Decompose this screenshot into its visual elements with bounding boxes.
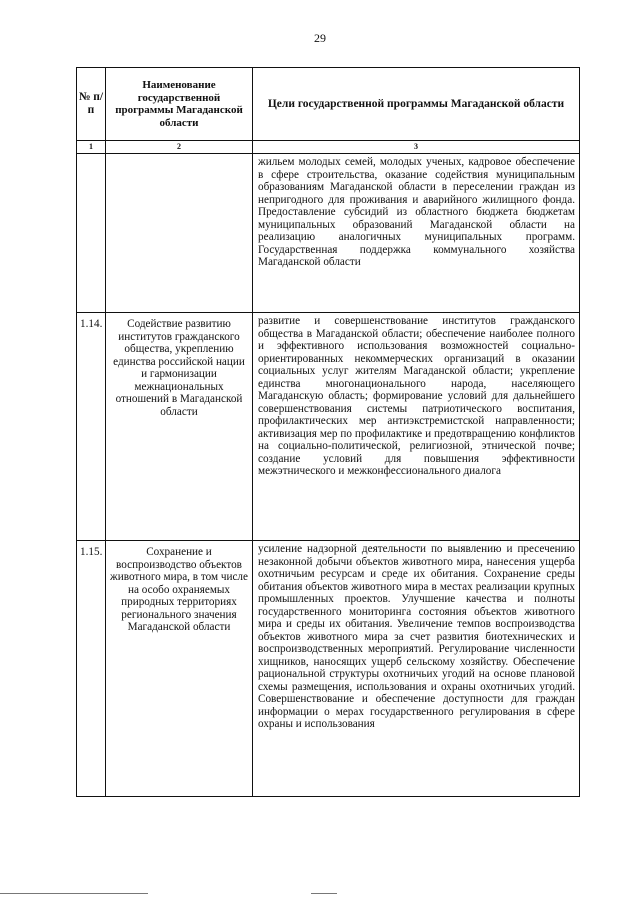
row-program-name: Сохранение и воспроизводство объектов животного мира, в том числе на особо охраняемых природных территориях регионального значения Магаданской области [106, 541, 253, 797]
table-row [77, 313, 580, 541]
column-number: 2 [106, 141, 253, 154]
header-program-goals: Цели государственной программы Магаданской области [253, 68, 580, 141]
row-number [77, 154, 106, 313]
row-program-name: Содействие развитию институтов гражданского общества, укреплению единства российской нации и гармонизации межнациональных отношений в Магаданской области [106, 313, 253, 541]
column-number: 3 [253, 141, 580, 154]
row-program-goals: усиление надзорной деятельности по выявлению и пресечению незаконной добычи объектов животного мира, нанесения ущерба охотничьим ресурсам и среде их обитания. Сохранение среды обитания объектов животного мира в местах реализации крупных промышленных проектов. Улучшение качества и полноты государственного мониторинга состояния объектов животного мира и среды их обитания. Увеличение темпов воспроизводства объектов животного мира за счет развития биотехнических и воспроизводственных мероприятий. Регулирование численности хищников, наносящих ущерб сельскому хозяйству. Обеспечение рациональной структуры охотничьих угодий на основе плановой схемы размещения, использования и охраны охотничьих угодий. Совершенствование и обеспечение доступности для граждан информации о мерах государственного регулирования в сфере охраны и использования [253, 541, 580, 797]
column-number-row [77, 141, 580, 154]
row-number: 1.15. [77, 541, 106, 797]
table-header-row [77, 68, 580, 141]
table-row [77, 154, 580, 313]
column-number: 1 [77, 141, 106, 154]
row-program-goals: развитие и совершенствование институтов гражданского общества в Магаданской области; обеспечение наиболее полного и эффективного использования возможностей социально-ориентированных некоммерческих организаций в оказании социальных услуг жителям Магаданской области; укрепление единства многонационального народа, населяющего Магаданскую область; формирование условий для дальнейшего совершенствования системы патриотического воспитания, профилактических мер антиэкстремистской направленности; активизация мер по профилактике и предотвращению конфликтов на социально-политической, религиозной, этнической почве; создание условий для повышения эффективности межэтнического и межконфессионального диалога [253, 313, 580, 541]
row-number: 1.14. [77, 313, 106, 541]
header-number: № п/п [77, 68, 106, 141]
table-row [77, 541, 580, 797]
page-number: 29 [314, 31, 326, 45]
row-program-goals: жильем молодых семей, молодых ученых, кадровое обеспечение в сфере строительства, оказание содействия муниципальным образованиям Магаданской области в переселении граждан из непригодного для проживания и аварийного жилищного фонда. Предоставление субсидий из областного бюджета бюджетам муниципальных образований Магаданской области на реализацию аналогичных муниципальных программ. Государственная поддержка коммунального хозяйства Магаданской области [253, 154, 580, 313]
header-program-name: Наименование государственной программы Магаданской области [106, 68, 253, 141]
scan-artifact-line [0, 893, 148, 894]
programs-table [76, 67, 580, 797]
row-program-name [106, 154, 253, 313]
scan-artifact-line [311, 893, 337, 894]
